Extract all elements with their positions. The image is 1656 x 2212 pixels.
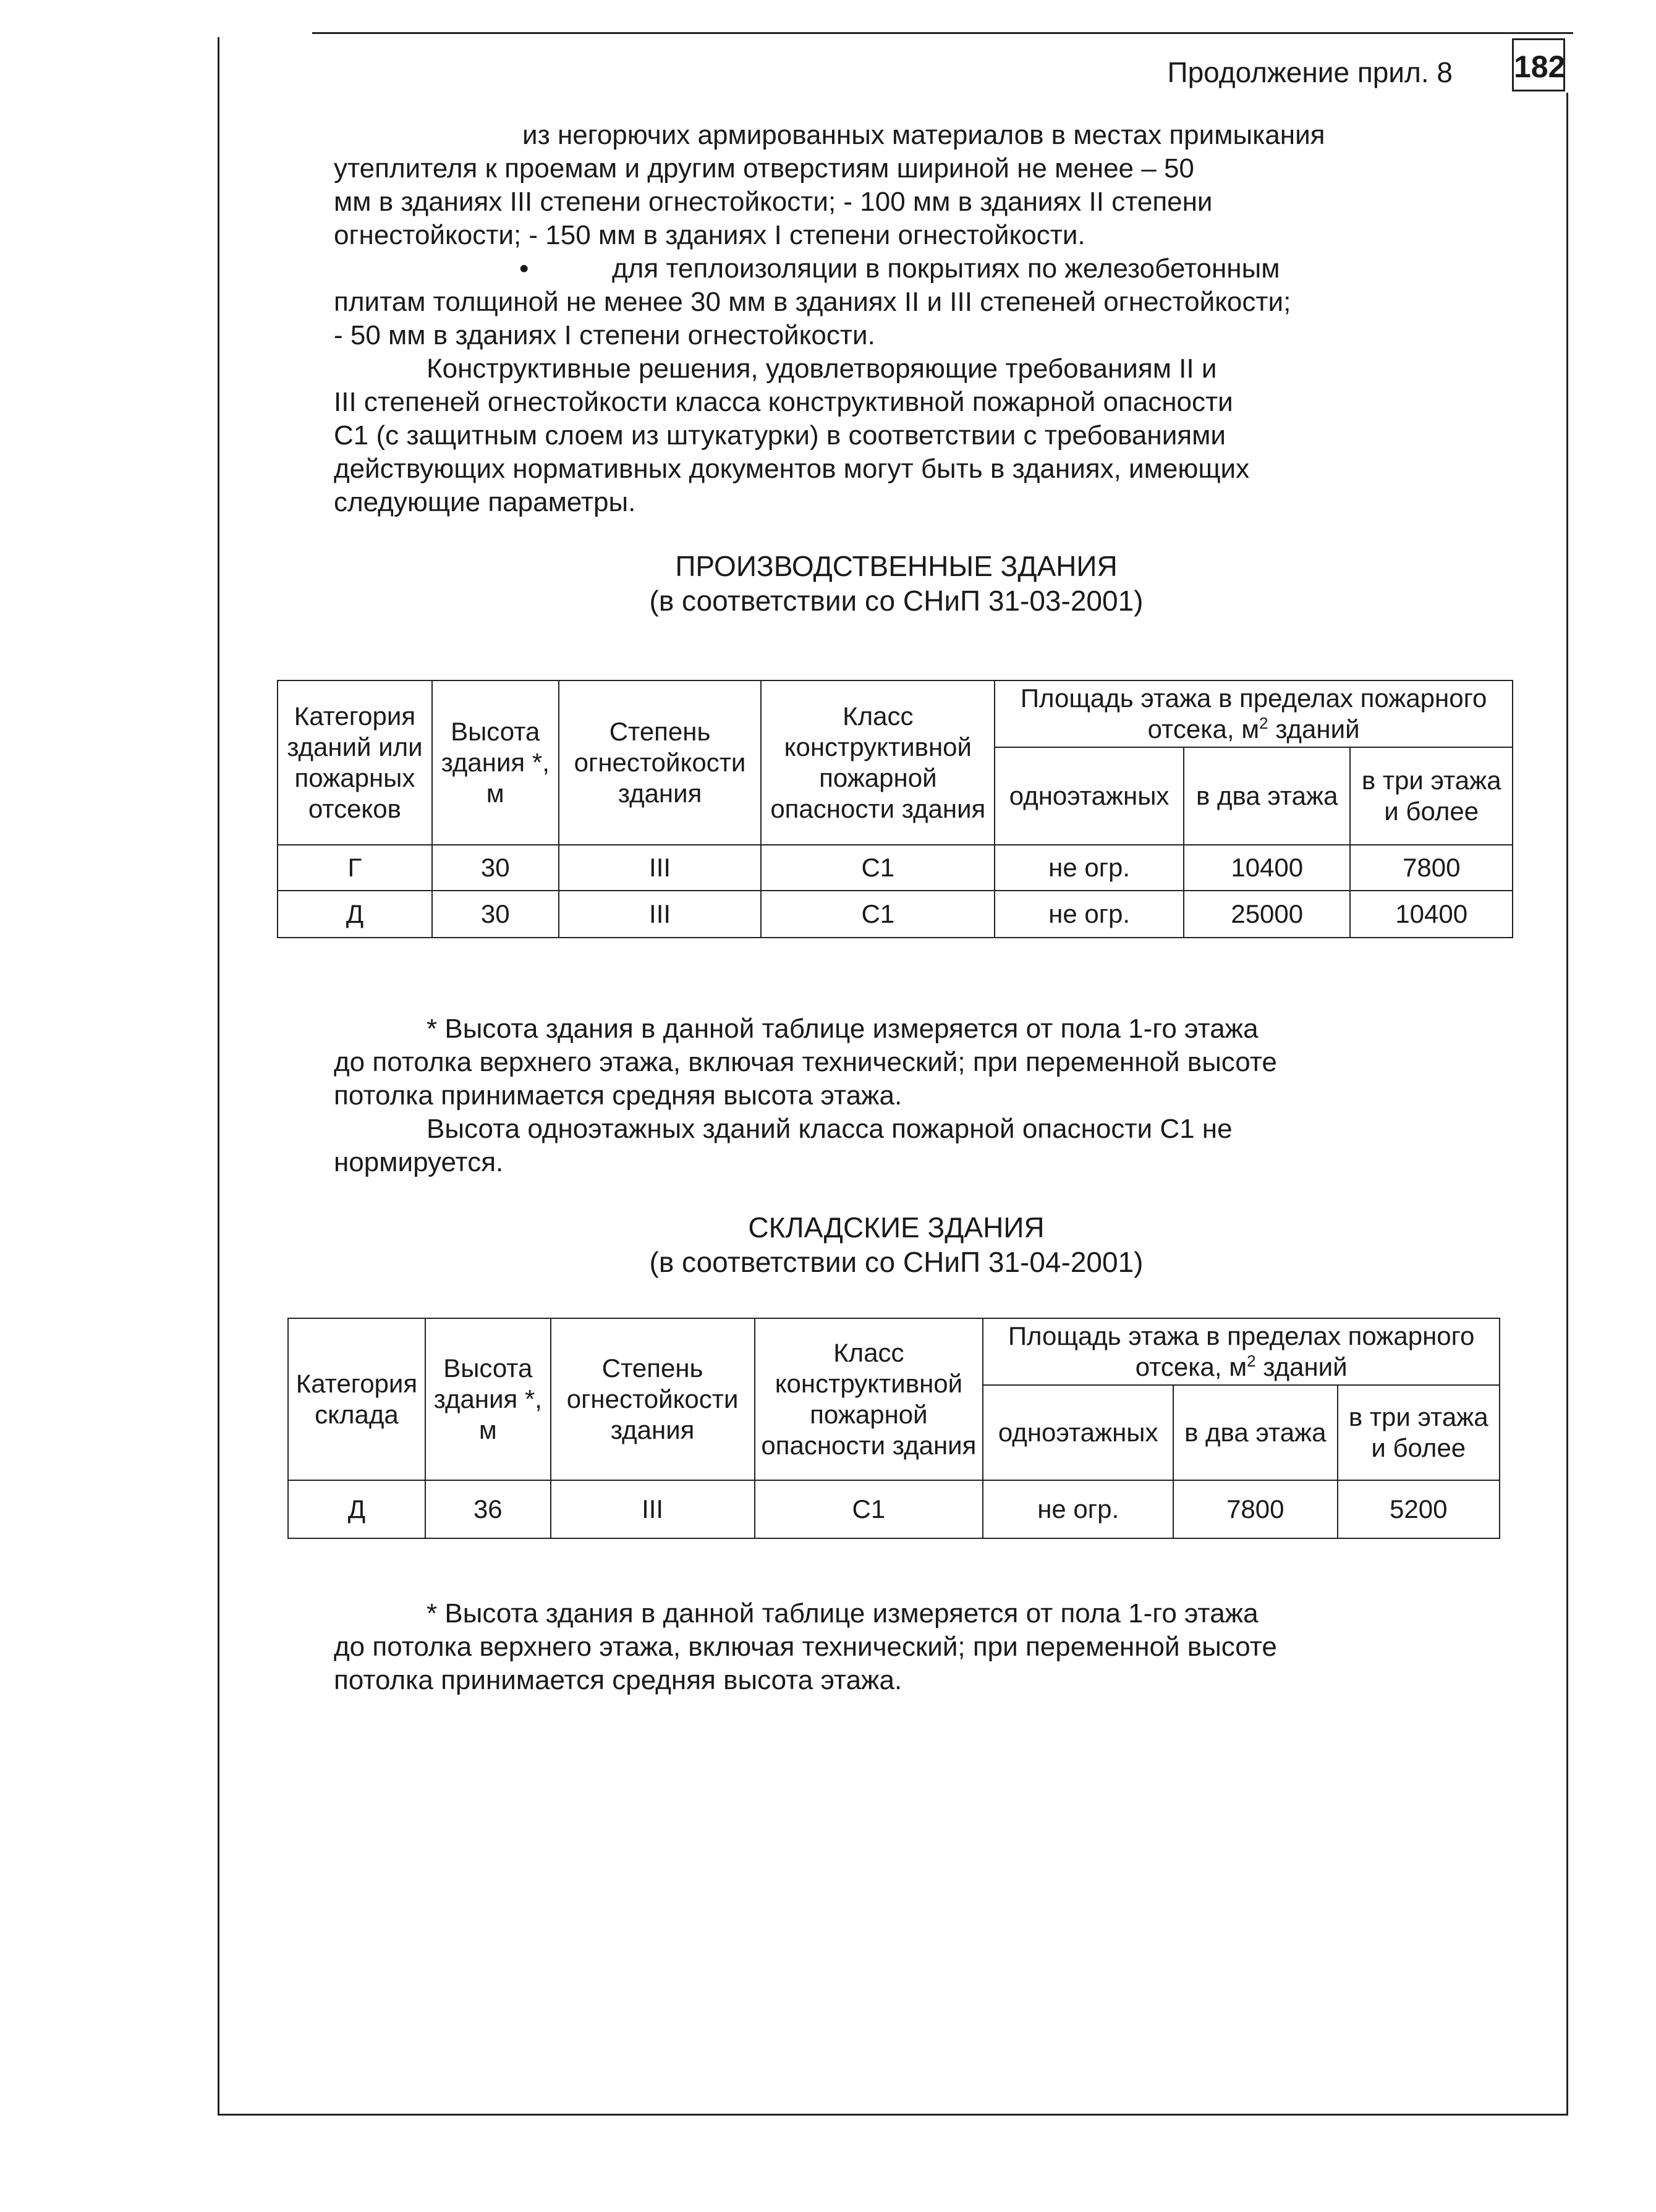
bullet-marker: • [519, 253, 529, 284]
cell-construction-class: С1 [755, 1480, 983, 1538]
para3-line4: действующих нормативных документов могут быть в зданиях, имеющих [334, 454, 1250, 484]
note1-line5: нормируется. [334, 1147, 504, 1177]
para2-line2: плитам толщиной не менее 30 мм в зданиях II и III степеней огнестойкости; [334, 287, 1291, 317]
header-three-storey: в три этажа и более [1338, 1385, 1500, 1480]
note2-line2: до потолка верхнего этажа, включая технический; при переменной высоте [334, 1632, 1277, 1662]
cell-one-storey: не огр. [995, 845, 1184, 891]
cell-three-storey: 7800 [1350, 845, 1513, 891]
note2-line1: * Высота здания в данной таблице измеряется от пола 1-го этажа [427, 1598, 1259, 1629]
cell-height: 36 [425, 1480, 551, 1538]
production-buildings-table [277, 680, 1513, 938]
cell-category: Д [288, 1480, 425, 1538]
header-fire-resistance: Степень огнестойкости здания [551, 1318, 755, 1480]
para1-line3: мм в зданиях III степени огнестойкости; - 100 мм в зданиях II степени [334, 187, 1213, 217]
cell-construction-class: С1 [761, 891, 995, 938]
section2-subtitle: (в соответствии со СНиП 31-04-2001) [649, 1246, 1144, 1278]
para1-line1: из негорючих армированных материалов в местах примыкания [522, 120, 1325, 150]
para3-line5: следующие параметры. [334, 487, 636, 517]
para3-line1: Конструктивные решения, удовлетворяющие требованиям II и [427, 354, 1217, 384]
header-floor-area [983, 1318, 1500, 1385]
cell-two-storey: 25000 [1184, 891, 1350, 938]
header-height: Высота здания *, м [425, 1318, 551, 1480]
frame-left-line [218, 37, 219, 2114]
section1-title: ПРОИЗВОДСТВЕННЫЕ ЗДАНИЯ [675, 550, 1118, 582]
table-row [278, 891, 1513, 938]
header-two-storey: в два этажа [1173, 1385, 1337, 1480]
cell-category: Д [278, 891, 432, 938]
header-category: Категория зданий или пожарных отсеков [278, 680, 432, 845]
table-row [278, 845, 1513, 891]
cell-three-storey: 10400 [1350, 891, 1513, 938]
table-row [288, 1480, 1500, 1538]
header-floor-area-text: Площадь этажа в пределах пожарного отсека, м [1008, 1321, 1475, 1381]
cell-height: 30 [432, 891, 559, 938]
para1-line2: утеплителя к проемам и другим отверстиям шириной не менее – 50 [334, 153, 1194, 184]
header-floor-area-sup: 2 [1259, 714, 1268, 732]
cell-fire-resistance: III [559, 845, 762, 891]
header-construction-class: Класс конструктивной пожарной опасности здания [761, 680, 995, 845]
note1-line4: Высота одноэтажных зданий класса пожарной опасности С1 не [427, 1114, 1233, 1144]
cell-two-storey: 10400 [1184, 845, 1350, 891]
para2-line3: - 50 мм в зданиях I степени огнестойкости. [334, 320, 875, 350]
note2-line3: потолка принимается средняя высота этажа. [334, 1665, 902, 1695]
section1-subtitle: (в соответствии со СНиП 31-03-2001) [649, 585, 1144, 617]
frame-top-line [312, 32, 1573, 34]
header-fire-resistance: Степень огнестойкости здания [559, 680, 762, 845]
para3-line3: С1 (с защитным слоем из штукатурки) в соответствии с требованиями [334, 420, 1226, 451]
cell-one-storey: не огр. [983, 1480, 1173, 1538]
cell-construction-class: С1 [761, 845, 995, 891]
warehouse-buildings-table [287, 1318, 1500, 1539]
para3-line2: III степеней огнестойкости класса конструктивной пожарной опасности [334, 387, 1233, 417]
cell-fire-resistance: III [551, 1480, 755, 1538]
header-floor-area-sup: 2 [1247, 1352, 1256, 1370]
header-height: Высота здания *, м [432, 680, 559, 845]
header-category: Категория склада [288, 1318, 425, 1480]
note1-line2: до потолка верхнего этажа, включая технический; при переменной высоте [334, 1047, 1277, 1077]
para2-line1: для теплоизоляции в покрытиях по железобетонным [612, 253, 1280, 284]
header-floor-area-end: зданий [1268, 714, 1360, 744]
header-two-storey: в два этажа [1184, 747, 1350, 845]
cell-three-storey: 5200 [1338, 1480, 1500, 1538]
section2-title: СКЛАДСКИЕ ЗДАНИЯ [748, 1211, 1045, 1244]
cell-fire-resistance: III [559, 891, 762, 938]
header-one-storey: одноэтажных [995, 747, 1184, 845]
frame-right-line [1566, 93, 1568, 2115]
note1-line1: * Высота здания в данной таблице измеряется от пола 1-го этажа [427, 1014, 1259, 1044]
page-number: 182 [1512, 38, 1565, 91]
continuation-header: Продолжение прил. 8 [1167, 56, 1453, 88]
header-one-storey: одноэтажных [983, 1385, 1173, 1480]
cell-height: 30 [432, 845, 559, 891]
header-floor-area-end: зданий [1255, 1352, 1348, 1381]
cell-two-storey: 7800 [1173, 1480, 1337, 1538]
header-construction-class: Класс конструктивной пожарной опасности здания [755, 1318, 983, 1480]
cell-one-storey: не огр. [995, 891, 1184, 938]
header-floor-area-text: Площадь этажа в пределах пожарного отсека, м [1020, 684, 1487, 744]
para1-line4: огнестойкости; - 150 мм в зданиях I степени огнестойкости. [334, 220, 1085, 250]
cell-category: Г [278, 845, 432, 891]
header-floor-area [995, 680, 1513, 747]
note1-line3: потолка принимается средняя высота этажа. [334, 1080, 902, 1111]
frame-bottom-line [218, 2114, 1568, 2116]
header-three-storey: в три этажа и более [1350, 747, 1513, 845]
